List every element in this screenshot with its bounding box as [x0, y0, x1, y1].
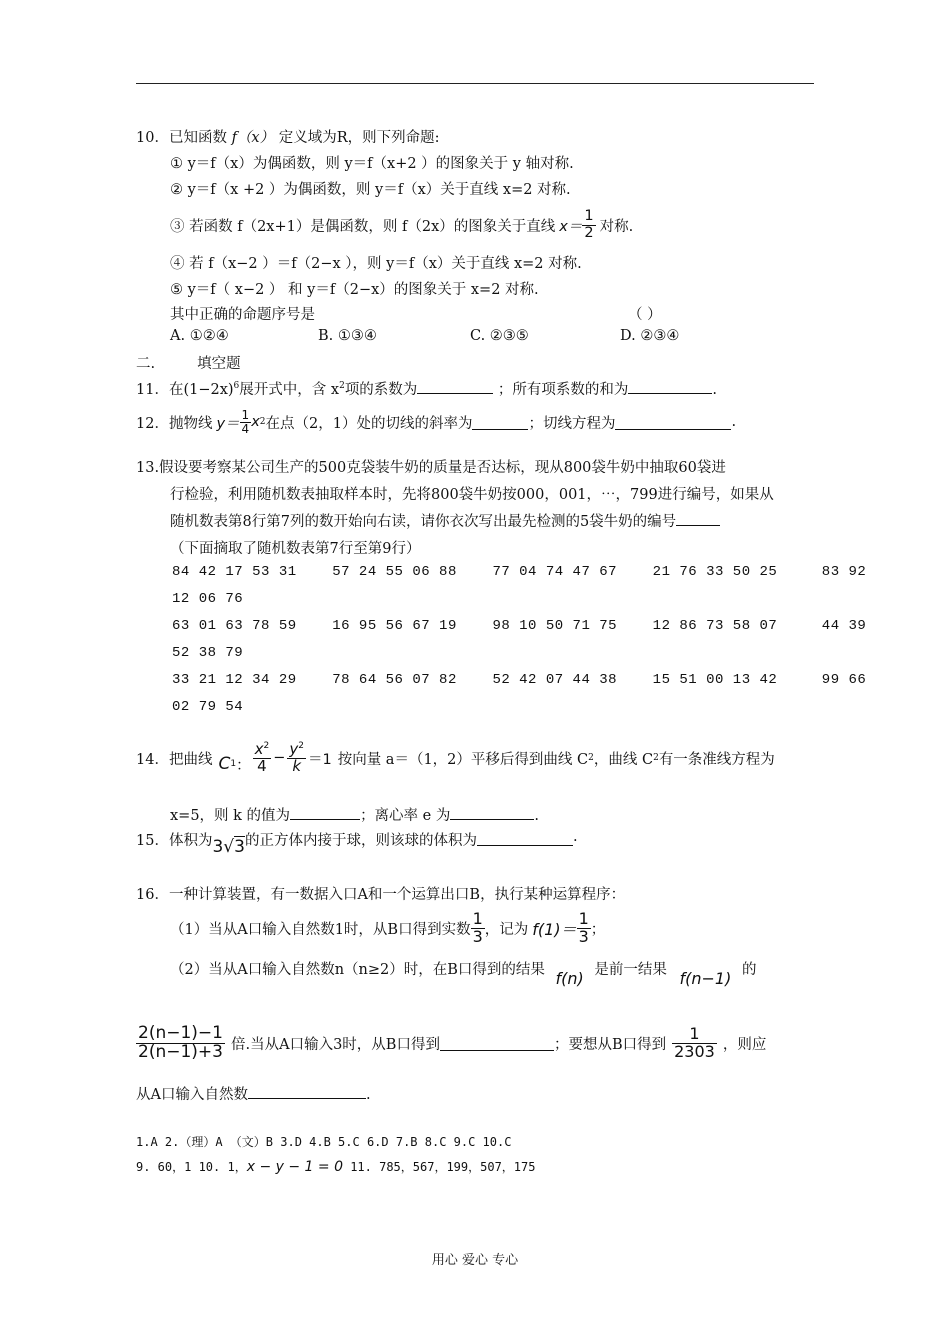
q14-blank-2[interactable]	[450, 805, 534, 820]
section-heading: 二. 填空题	[136, 356, 241, 372]
q13-line-4: （下面摘取了随机数表第7行至第9行）	[170, 541, 421, 557]
fraction-1-2303: $\frac{1}{2303}$	[674, 1023, 715, 1061]
q15: 15．体积为 3√3 的正方体内接于球，则该球的体积为 .	[136, 829, 578, 857]
fraction-x2-4: $\frac{x^2}{4}$	[254, 739, 270, 775]
fraction-quarter: $\frac{1}{4}$	[241, 407, 250, 436]
fraction-half: $\frac{1}{2}$	[584, 208, 594, 241]
q11-blank-2[interactable]	[628, 379, 712, 394]
q12-blank-1[interactable]	[472, 415, 528, 430]
q10-item-2: ② y＝f（x +2 ）为偶函数，则 y＝f（x）关于直线 x=2 对称.	[170, 182, 571, 198]
answers-line-1: 1.A 2.（理）A （文）B 3.D 4.B 5.C 6.D 7.B 8.C 9.C 10.C	[136, 1135, 512, 1149]
q10-option-d: D. ②③④	[620, 328, 680, 344]
q10-item-5: ⑤ y＝f（ x−2 ） 和 y＝f（2−x）的图象关于 x=2 对称.	[170, 282, 539, 298]
q10-item-3: ③ 若函数 f（2x+1）是偶函数，则 f（2x）的图象关于直线 x＝ $\frac{1}{2}$ 对称.	[170, 208, 634, 241]
q16-blank-2[interactable]	[248, 1084, 366, 1099]
q11-blank-1[interactable]	[417, 379, 493, 394]
answers-line-2: 9. 60，1 10. 1，x − y − 1 = 0 11. 785，567，199，507，175	[136, 1159, 536, 1175]
radical-expression: 3√3	[212, 837, 245, 857]
header-rule	[136, 83, 814, 84]
q10-answer-paren: （ ）	[628, 307, 662, 323]
random-table-row: 33 21 12 34 29 78 64 56 07 82 52 42 07 44 38 15 51 00 13 42 99 66	[172, 672, 867, 688]
q13-blank[interactable]	[676, 511, 720, 526]
q16-line-1: 16．一种计算装置，有一数据入口A和一个运算出口B，执行某种运算程序：	[136, 887, 626, 903]
q14-line-1: 14．把曲线 C $_1$ ： $\frac{x^2}{4}$ − $\frac{y^2}{k}$ ＝1 按向量 a＝（1，2）平移后得到曲线 C 2 ，曲线 C 2 有一条准线方程为	[136, 739, 775, 775]
random-table-row: 52 38 79	[172, 645, 244, 661]
q13-line-1: 13.假设要考察某公司生产的500克袋装牛奶的质量是否达标，现从800袋牛奶中抽取60袋进	[136, 460, 726, 476]
q10-item-4: ④ 若 f（x−2 ）＝f（2−x ），则 y＝f（x）关于直线 x=2 对称.	[170, 256, 582, 272]
q16-blank-1[interactable]	[440, 1036, 554, 1051]
random-table-row: 63 01 63 78 59 16 95 56 67 19 98 10 50 71 75 12 86 73 58 07 44 39	[172, 618, 867, 634]
q14-line-2: x=5，则 k 的值为 ；离心率 e 为 .	[170, 804, 539, 825]
q13-line-2: 行检验，利用随机数表抽取样本时，先将800袋牛奶按000，001，⋯，799进行编号，如果从	[170, 487, 774, 503]
q10-option-b: B. ①③④	[318, 328, 377, 344]
random-table-row: 84 42 17 53 31 57 24 55 06 88 77 04 74 47 67 21 76 33 50 25 83 92	[172, 564, 867, 580]
q16-part-4: 从A口输入自然数 .	[136, 1083, 371, 1104]
q16-part-2: （2）当从A口输入自然数n（n≥2）时，在B口得到的结果 f(n) 是前一结果 f(n−1) 的	[170, 962, 757, 988]
page-footer: 用心 爱心 专心	[431, 1253, 519, 1268]
fraction-one-third: $\frac{1}{3}$	[578, 908, 589, 946]
fraction-ratio: $\frac{2(n-1)-1}{2(n-1)+3}$	[138, 1022, 223, 1062]
fraction-one-third: $\frac{1}{3}$	[472, 908, 483, 946]
q10-stem: 10．已知函数 f（x） 定义域为R，则下列命题:	[136, 130, 440, 146]
random-table-row: 02 79 54	[172, 699, 244, 715]
q12-blank-2[interactable]	[615, 415, 731, 430]
q16-part-1: （1）当从A口输入自然数1时，从B口得到实数 $\frac{1}{3}$ ，记为 f(1)＝ $\frac{1}{3}$ ；	[170, 908, 606, 946]
q13-line-3: 随机数表第8行第7列的数开始向右读，请你衣次写出最先检测的5袋牛奶的编号	[170, 510, 720, 531]
q10-prompt: 其中正确的命题序号是	[170, 307, 315, 323]
q10-option-a: A. ①②④	[170, 328, 229, 344]
q15-blank[interactable]	[477, 831, 573, 846]
q12: 12．抛物线 y＝ $\frac{1}{4}$ x 2 在点（2，1）处的切线的斜率为 ；切线方程为 .	[136, 407, 737, 436]
q14-blank-1[interactable]	[290, 805, 360, 820]
q16-part-3: $\frac{2(n-1)-1}{2(n-1)+3}$ 倍.当从A口输入3时，从B口得到 ；要想从B口得到 $\frac{1}{2303}$ ，则应	[138, 1022, 767, 1062]
q11: 11．在$(1-2x)^6$展开式中，含 $x^2$项的系数为 ；所有项系数的和为 .	[136, 381, 718, 398]
random-table-row: 12 06 76	[172, 591, 244, 607]
q10-option-c: C. ②③⑤	[470, 328, 529, 344]
q10-item-1: ① y＝f（x）为偶函数，则 y＝f（x+2 ）的图象关于 y 轴对称.	[170, 156, 574, 172]
fraction-y2-k: $\frac{y^2}{k}$	[289, 739, 304, 775]
